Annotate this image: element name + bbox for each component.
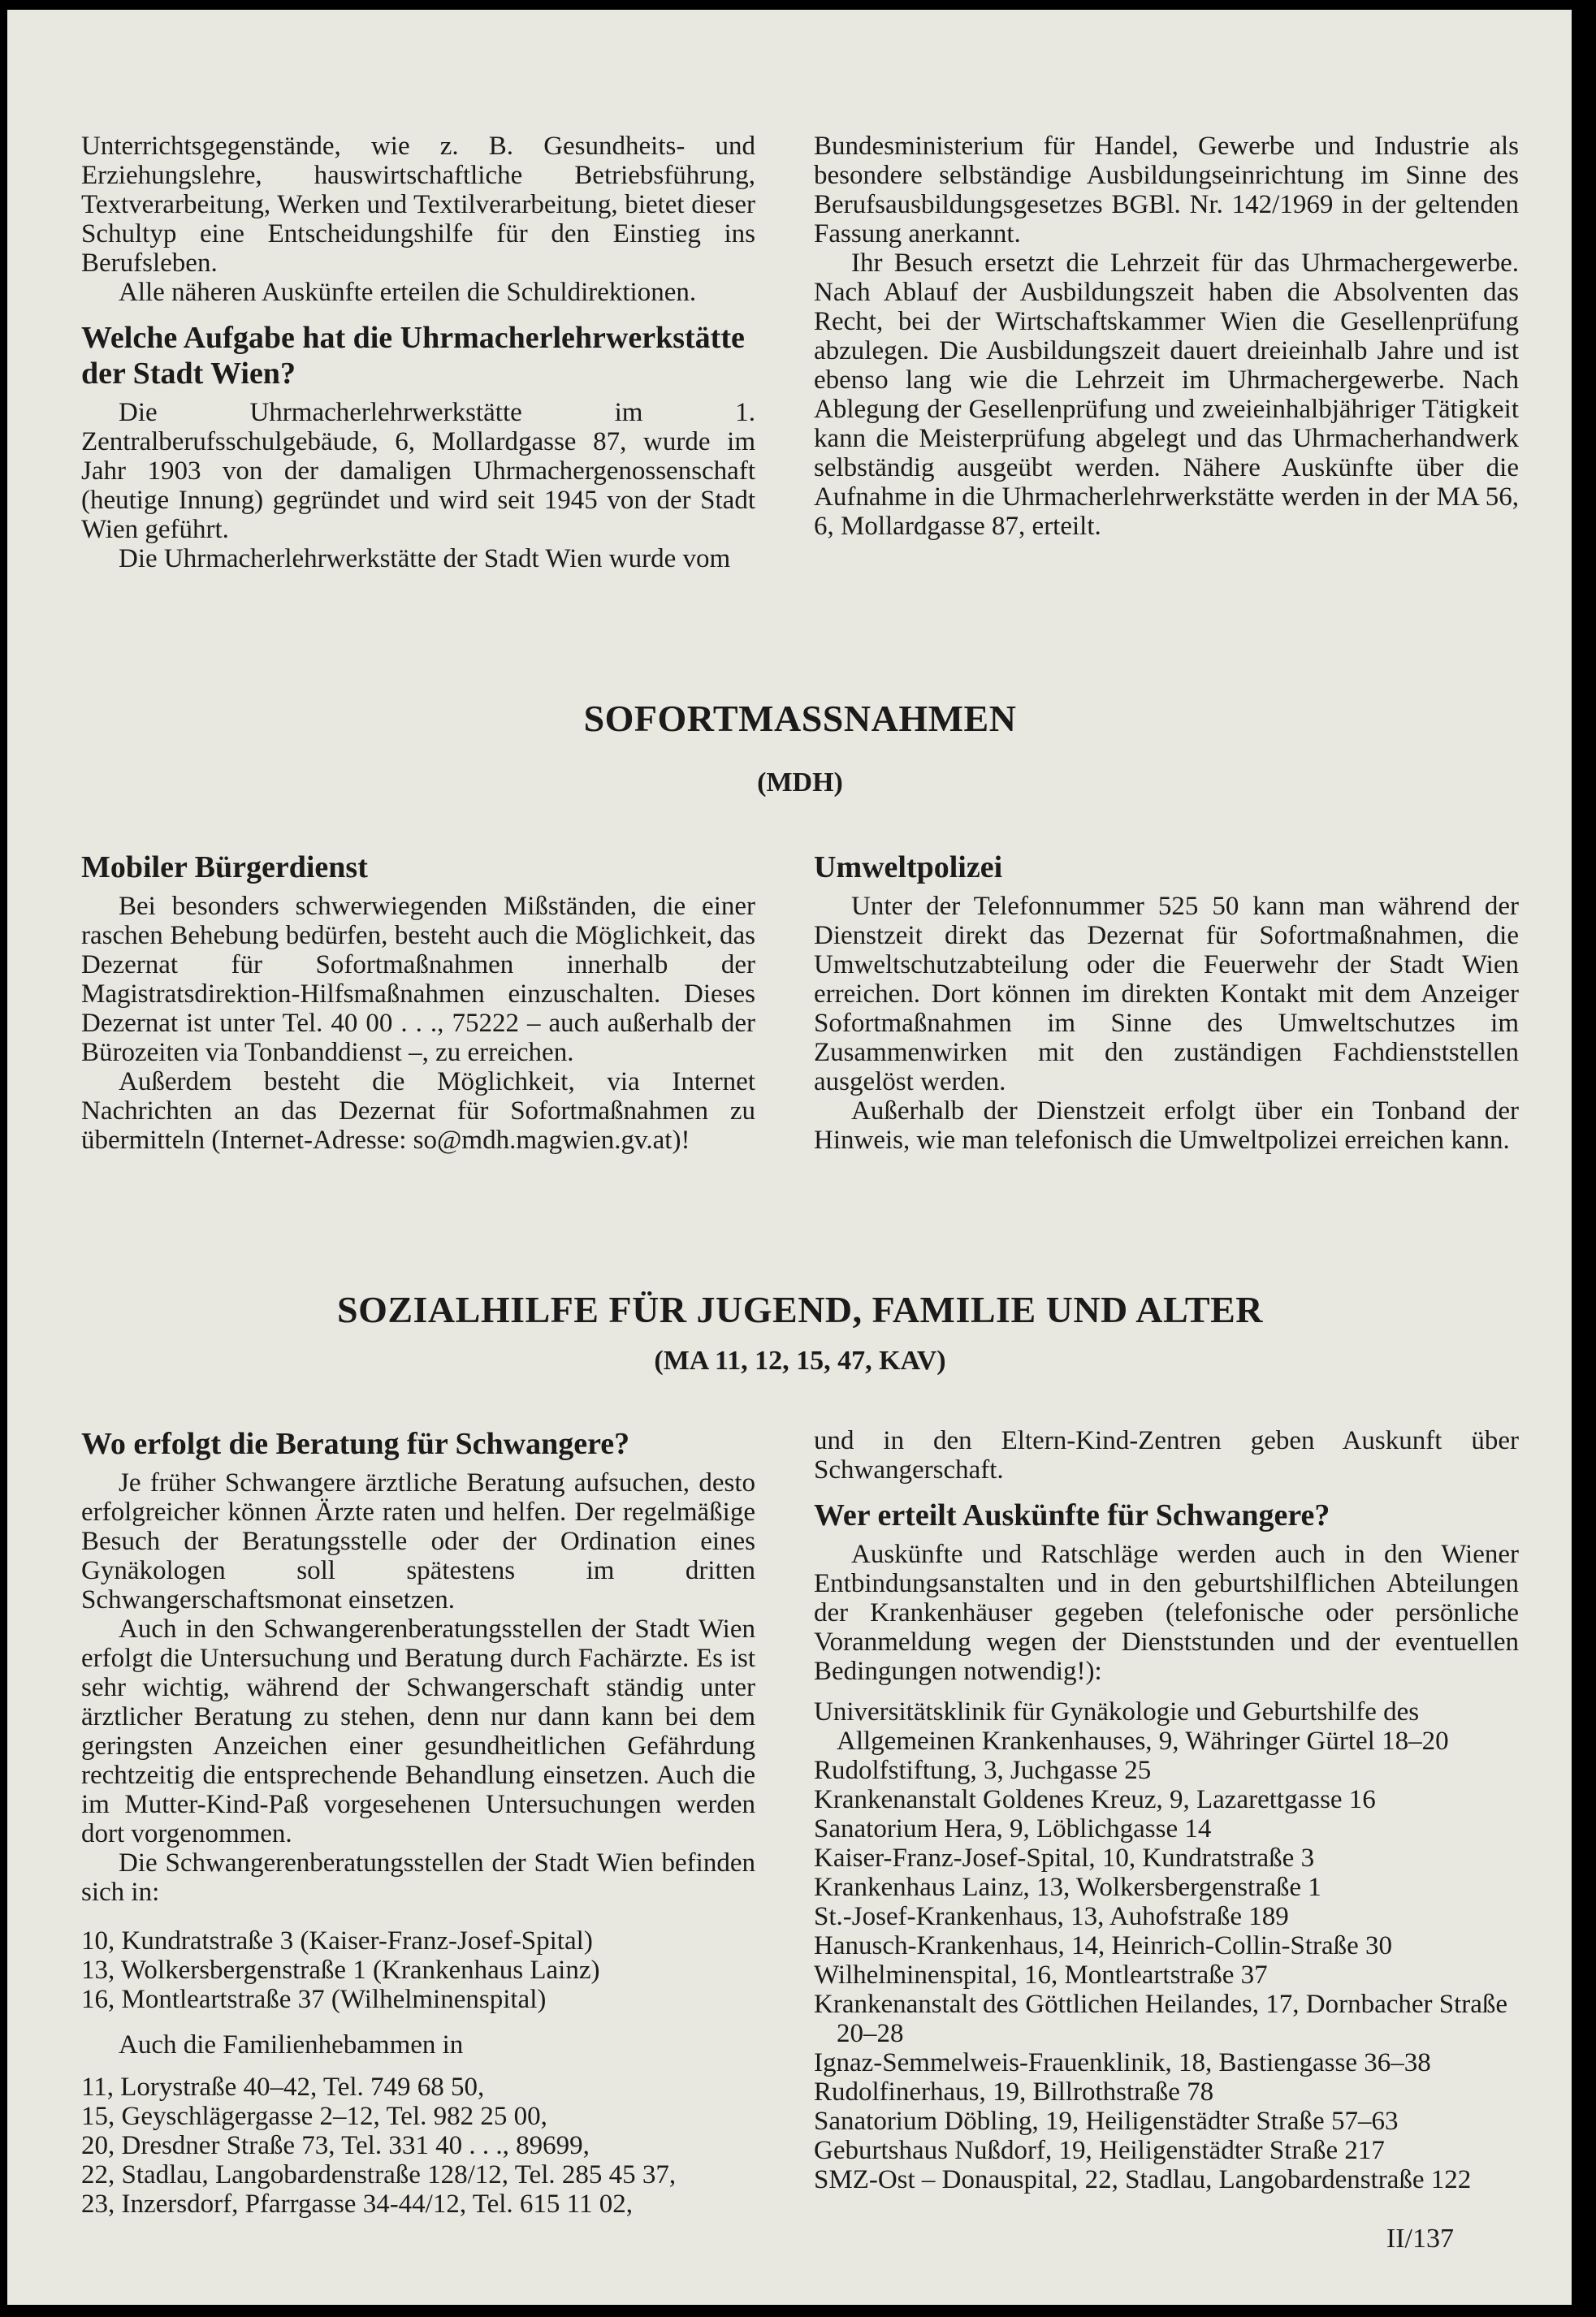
heading-sofortmassnahmen: SOFORTMASSNAHMEN [583,698,1017,739]
beratung-column [81,1426,755,2219]
krankenhaus-item: Universitätsklinik für Gynäkologie und Geburtshilfe des Allgemeinen Krankenhauses, 9, Währinger Gürtel 18–20 [814,1697,1449,1756]
heading-umweltpolizei: Umweltpolizei [814,850,1003,884]
heading-wer-auskuenfte: Wer erteilt Auskünfte für Schwangere? [814,1498,1330,1532]
uhrmacher-right-column [814,132,1519,573]
krankenhaus-item: SMZ-Ost – Donauspital, 22, Stadlau, Langobardenstraße 122 [814,2165,1472,2194]
heading-welche-aufgabe: Welche Aufgabe hat die Uhrmacherlehrwerkstätte der Stadt Wien? [81,321,745,391]
paragraph-auskuenfte-schulen: Alle näheren Auskünfte erteilen die Schuldirektionen. [119,278,697,307]
document-page [7,10,1572,2305]
paragraph-schultyp: Unterrichtsgegenstände, wie z. B. Gesundheits- und Erziehungslehre, hauswirtschaftliche Betriebsführung, Textverarbeitung, Werken und Textilverarbeitung, bietet dieser Schultyp eine Entscheidungshilfe für den Einstieg ins Berufsleben. [81,132,755,278]
hebammen-item: 11, Lorystraße 40–42, Tel. 749 68 50, [81,2073,485,2102]
hebammen-item: 23, Inzersdorf, Pfarrgasse 34-44/12, Tel. 615 11 02, [81,2189,633,2219]
krankenhaus-item: Kaiser-Franz-Josef-Spital, 10, Kundratstraße 3 [814,1844,1315,1873]
paragraph-lehrzeit: Ihr Besuch ersetzt die Lehrzeit für das Uhrmachergewerbe. Nach Ablauf der Ausbildungszeit haben die Absolventen das Recht, bei der Wirtschaftskammer Wien die Gesellenprüfung abzulegen. Die Ausbildungszeit dauert dreieinhalb Jahre und ist ebenso lang wie die Lehrzeit im Uhrmachergewerbe. Nach Ablegung der Gesellenprüfung und zweieinhalbjähriger Tätigkeit kann die Meisterprüfung abgelegt und das Uhrmacherhandwerk selbständig ausgeübt werden. Nähere Auskünfte über die Aufnahme in die Uhrmacherlehrwerkstätte werden in der MA 56, 6, Mollardgasse 87, erteilt. [814,249,1519,541]
paragraph-buergerdienst-1: Bei besonders schwerwiegenden Mißständen, die einer raschen Behebung bedürfen, besteht auch die Möglichkeit, das Dezernat für Sofortmaßnahmen innerhalb der Magistratsdirektion-Hilfsmaßnahmen einzuschalten. Dieses Dezernat ist unter Tel. 40 00 . . ., 75222 – auch außerhalb der Bürozeiten via Tonbanddienst –, zu erreichen. [81,892,755,1067]
hebammen-item: 15, Geyschlägergasse 2–12, Tel. 982 25 00, [81,2102,547,2131]
heading-sozialhilfe: SOZIALHILFE FÜR JUGEND, FAMILIE UND ALTER [336,1289,1264,1330]
paragraph-bundesministerium: Bundesministerium für Handel, Gewerbe und Industrie als besondere selbständige Ausbildungseinrichtung im Sinne des Berufsausbildungsgesetzes BGBl. Nr. 142/1969 in der geltenden Fassung anerkannt. [814,132,1519,249]
paragraph-beratung-1: Je früher Schwangere ärztliche Beratung aufsuchen, desto erfolgreicher können Ärzte raten und helfen. Der regelmäßige Besuch der Beratungsstelle oder der Ordination eines Gynäkologen soll spätestens im dritten Schwangerschaftsmonat einsetzen. [81,1468,755,1615]
paragraph-werkstatt-weiter: Die Uhrmacherlehrwerkstätte der Stadt Wien wurde vom [119,544,731,573]
beratungsstellen-item: 13, Wolkersbergenstraße 1 (Krankenhaus Lainz) [81,1956,600,1985]
hebammen-item: 20, Dresdner Straße 73, Tel. 331 40 . . ., 89699, [81,2131,590,2160]
krankenhaus-item: Sanatorium Döbling, 19, Heiligenstädter Straße 57–63 [814,2107,1399,2136]
heading-wo-beratung: Wo erfolgt die Beratung für Schwangere? [81,1427,630,1461]
section-sofort-columns [81,849,1519,1155]
hebammen-item: 22, Stadlau, Langobardenstraße 128/12, Tel. 285 45 37, [81,2160,677,2189]
krankenhaeuser-list [814,1697,1519,2194]
section-sozial-columns [81,1426,1519,2219]
hebammen-list [81,2073,755,2219]
krankenhaus-item: Krankenanstalt Goldenes Kreuz, 9, Lazarettgasse 16 [814,1785,1376,1814]
krankenhaus-item: Krankenhaus Lainz, 13, Wolkersbergenstraße 1 [814,1873,1321,1902]
krankenhaus-item: Krankenanstalt des Göttlichen Heilandes, 17, Dornbacher Straße 20–28 [814,1990,1508,2048]
page-number: II/137 [1386,2224,1454,2254]
paragraph-umweltpolizei-2: Außerhalb der Dienstzeit erfolgt über ein Tonband der Hinweis, wie man telefonisch die Umweltpolizei erreichen kann. [814,1096,1519,1155]
uhrmacher-left-column [81,132,755,573]
subheading-ma-nummern: (MA 11, 12, 15, 47, KAV) [654,1346,946,1376]
paragraph-eltern-kind-zentren: und in den Eltern-Kind-Zentren geben Auskunft über Schwangerschaft. [814,1426,1519,1485]
auskunft-column [814,1426,1519,2219]
paragraph-werkstatt-geschichte: Die Uhrmacherlehrwerkstätte im 1. Zentralberufsschulgebäude, 6, Mollardgasse 87, wurde im Jahr 1903 von der damaligen Uhrmachergenossenschaft (heutige Innung) gegründet und wird seit 1945 von der Stadt Wien geführt. [81,398,755,544]
umweltpolizei-column [814,849,1519,1155]
subheading-mdh: (MDH) [757,767,843,798]
paragraph-auskunft-1: Auskünfte und Ratschläge werden auch in den Wiener Entbindungsanstalten und in den geburtshilflichen Abteilungen der Krankenhäuser gegeben (telefonische oder persönliche Voranmeldung wegen der Dienststunden und der eventuellen Bedingungen notwendig!): [814,1540,1519,1686]
krankenhaus-item: Wilhelminenspital, 16, Montleartstraße 37 [814,1960,1268,1990]
beratungsstellen-item: 10, Kundratstraße 3 (Kaiser-Franz-Josef-Spital) [81,1926,593,1956]
krankenhaus-item: Hanusch-Krankenhaus, 14, Heinrich-Collin-Straße 30 [814,1931,1393,1960]
krankenhaus-item: St.-Josef-Krankenhaus, 13, Auhofstraße 189 [814,1902,1289,1931]
krankenhaus-item: Ignaz-Semmelweis-Frauenklinik, 18, Bastiengasse 36–38 [814,2048,1431,2077]
paragraph-beratung-2: Auch in den Schwangerenberatungsstellen der Stadt Wien erfolgt die Untersuchung und Beratung durch Fachärzte. Es ist sehr wichtig, während der Schwangerschaft ständig unter ärztlicher Beratung zu stehen, denn nur dann kann bei dem geringsten Anzeichen einer gesundheitlichen Gefährdung rechtzeitig die entsprechende Behandlung einsetzen. Auch die im Mutter-Kind-Paß vorgesehenen Untersuchungen werden dort vorgenommen. [81,1615,755,1848]
krankenhaus-item: Geburtshaus Nußdorf, 19, Heiligenstädter Straße 217 [814,2136,1385,2165]
paragraph-umweltpolizei-1: Unter der Telefonnummer 525 50 kann man während der Dienstzeit direkt das Dezernat für Sofortmaßnahmen, die Umweltschutzabteilung oder die Feuerwehr der Stadt Wien erreichen. Dort können im direkten Kontakt mit dem Anzeiger Sofortmaßnahmen im Sinne des Umweltschutzes im Zusammenwirken mit den zuständigen Fachdienststellen ausgelöst werden. [814,892,1519,1096]
paragraph-familienhebammen: Auch die Familienhebammen in [119,2030,464,2060]
krankenhaus-item: Rudolfinerhaus, 19, Billrothstraße 78 [814,2077,1214,2107]
section-uhrmacher [81,132,1519,573]
paragraph-buergerdienst-2: Außerdem besteht die Möglichkeit, via Internet Nachrichten an das Dezernat für Sofortmaßnahmen zu übermitteln (Internet-Adresse: so@mdh.magwien.gv.at)! [81,1067,755,1155]
krankenhaus-item: Rudolfstiftung, 3, Juchgasse 25 [814,1756,1152,1785]
paragraph-beratung-3: Die Schwangerenberatungsstellen der Stadt Wien befinden sich in: [81,1848,755,1907]
buergerdienst-column [81,849,755,1155]
beratungsstellen-list [81,1926,755,2014]
beratungsstellen-item: 16, Montleartstraße 37 (Wilhelminenspital) [81,1985,547,2014]
heading-mobiler-buergerdienst: Mobiler Bürgerdienst [81,850,368,884]
krankenhaus-item: Sanatorium Hera, 9, Löblichgasse 14 [814,1814,1212,1844]
